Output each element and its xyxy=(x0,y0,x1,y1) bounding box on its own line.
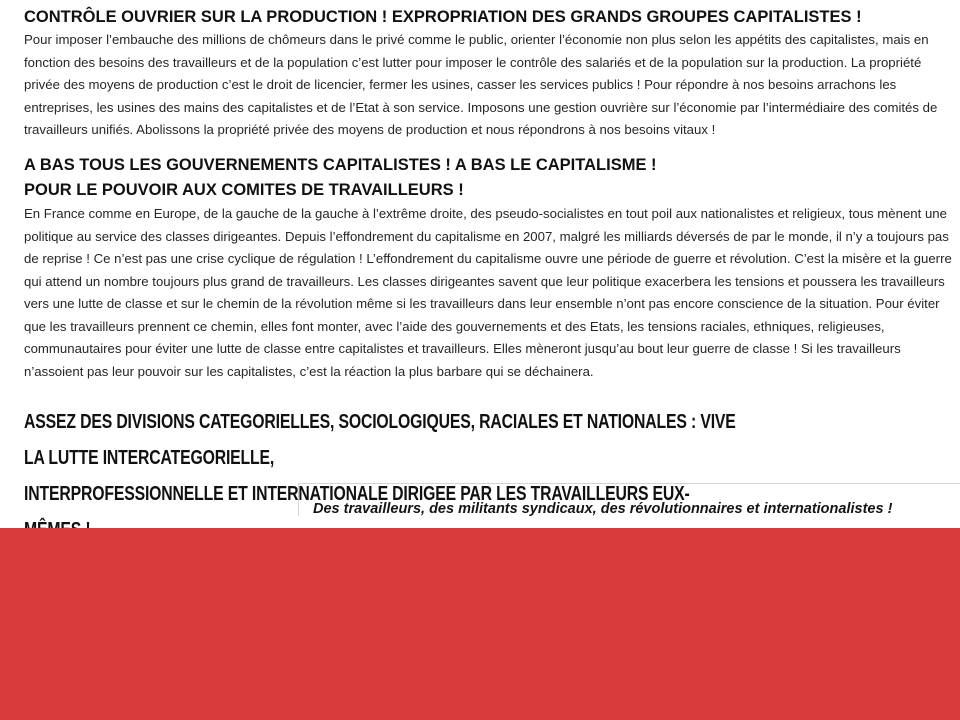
section-1-heading xyxy=(24,6,862,28)
section-2-heading xyxy=(24,153,657,203)
paragraph-line: communautaires pour éviter une lutte de classe entre capitalistes et travailleurs. Elles mèneront jusqu’au bout leur guerre de classe ! Si les travailleurs xyxy=(24,341,901,356)
paragraph-line: n’assoient pas leur pouvoir sur les capitalistes, c’est la réaction la plus barbare qui se déchainera. xyxy=(24,363,594,379)
signature-box xyxy=(298,483,960,516)
section-2-paragraph xyxy=(24,203,952,383)
paragraph-line: qui attend un nombre toujours plus grand de travailleurs. Les classes dirigeantes savent que leur politique exacerbera les tensions et poussera les travailleurs xyxy=(24,273,945,289)
red-band xyxy=(0,528,960,720)
section-1-paragraph xyxy=(24,29,937,142)
paragraph-line: fonction des besoins des travailleurs et de la population c’est lutter pour imposer le contrôle des salariés et de la population sur la production. La propriété xyxy=(24,54,922,70)
heading-line: A BAS TOUS LES GOUVERNEMENTS CAPITALISTES ! A BAS LE CAPITALISME ! xyxy=(24,156,657,174)
paragraph-line: vers une lutte de classe et sur le chemin de la révolution même si les travailleurs dans leur ensemble n’ont pas encore conscience de la situation. Pour éviter xyxy=(24,296,940,311)
paragraph-line: Pour imposer l’embauche des millions de chômeurs dans le privé comme le public, orienter l’économie non plus selon les appétits des capitalistes, mais en xyxy=(24,32,929,47)
paragraph-line: de reprise ! Ce n’est pas une crise cyclique de régulation ! L’effondrement du capitalisme ouvre une période de guerre et révolution. C’est la misère et la guerre xyxy=(24,251,952,266)
paragraph-line: entreprises, les usines des mains des capitalistes et de l’Etat à son service. Imposons une gestion ouvrière sur l’économie par l’intermédiaire des comités de xyxy=(24,99,938,115)
signature: Des travailleurs, des militants syndicaux, des révolutionnaires et internationalistes ! xyxy=(313,501,893,517)
paragraph-line: travailleurs unifiés. Abolissons la propriété privée des moyens de production et nous répondrons à nos besoins vitaux ! xyxy=(24,122,716,137)
paragraph-line: politique au service des classes dirigeantes. Depuis l’effondrement du capitalisme en 2007, malgré les milliards déversés de par le monde, il n’y a toujours pas xyxy=(24,228,949,244)
paragraph-line: que les travailleurs prennent ce chemin, elles font monter, avec l’aide des gouvernements et des Etats, les tensions raciales, ethniques, religieuses, xyxy=(24,318,885,334)
paragraph-line: privée des moyens de production c’est le droit de licencier, fermer les usines, casser les services publics ! Pour répondre à nos besoins arrachons les xyxy=(24,77,897,92)
heading-line: CONTRÔLE OUVRIER SUR LA PRODUCTION ! EXPROPRIATION DES GRANDS GROUPES CAPITALISTES ! xyxy=(24,8,862,26)
paragraph-line: En France comme en Europe, de la gauche de la gauche à l’extrême droite, des pseudo-socialistes en tout poil aux nationalistes et religieux, tous mènent une xyxy=(24,206,947,221)
slogan-banner xyxy=(24,404,745,548)
slogan-line: ASSEZ DES DIVISIONS CATEGORIELLES, SOCIOLOGIQUES, RACIALES ET NATIONALES : VIVE LA LUTTE INTERCATEGORIELLE, xyxy=(24,410,736,469)
slogan-line: INTERPROFESSIONNELLE ET INTERNATIONALE DIRIGEE PAR LES TRAVAILLEURS EUX- xyxy=(24,482,690,505)
heading-line: POUR LE POUVOIR AUX COMITES DE TRAVAILLEURS ! xyxy=(24,181,464,199)
